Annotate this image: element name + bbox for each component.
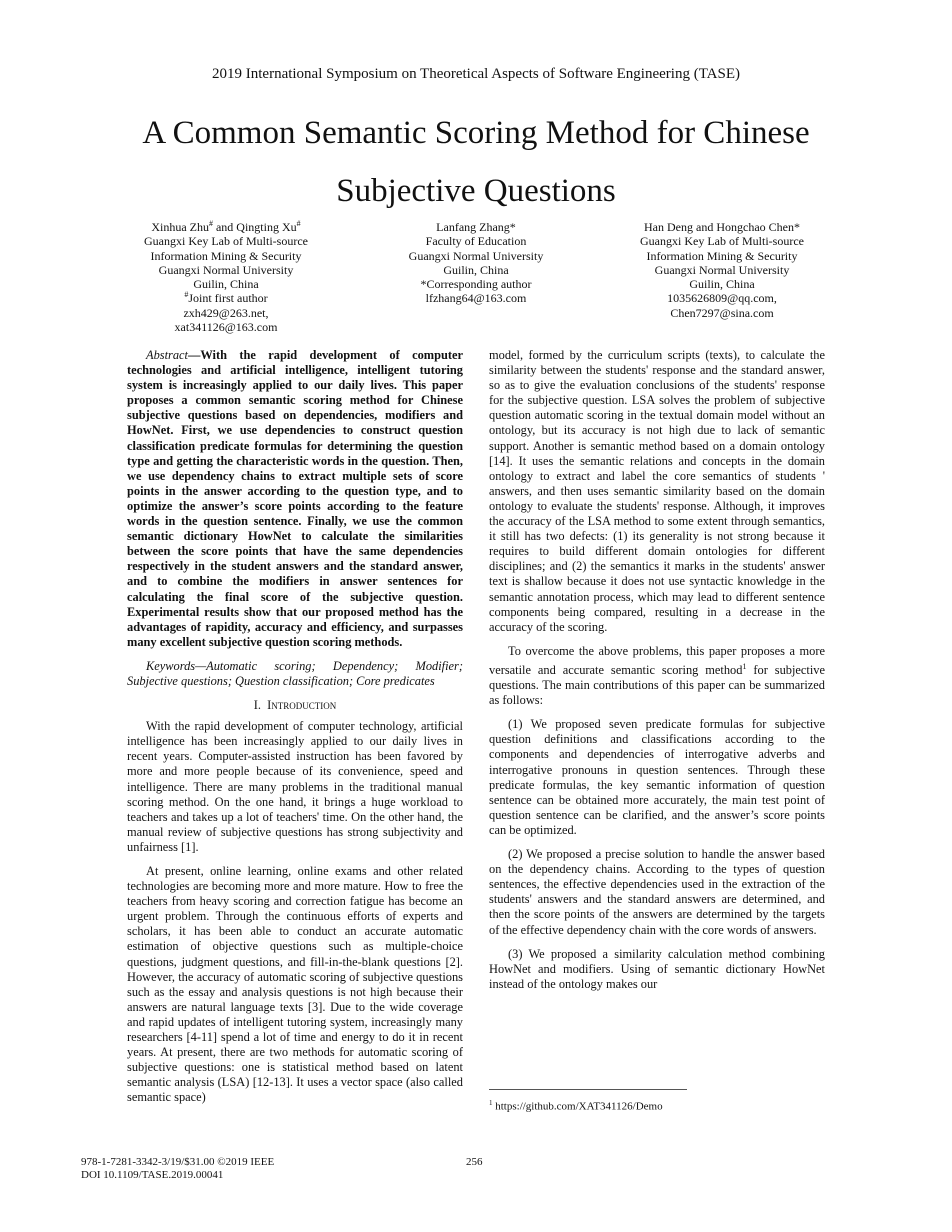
- body-paragraph: At present, online learning, online exams and other related technologies are becoming more and more mature. How to free the teachers from heavy scoring and correction fatigue has become an urgent problem. Through the continuous efforts of experts and scholars, it has been able to conduct an accurate automatic estimation of objective questions such as multiple-choice questions, judgment questions, and fill-in-the-blank questions [2]. However, the accuracy of automatic scoring of subjective questions such as the essay and analysis questions is not high because their answers are natural language texts [3]. Due to the wide coverage and rapid updates of intelligent tutoring system, increasingly many researchers [4-11] spend a lot of time and energy to do it in recent years. At present, there are two methods for automatic scoring of subjective questions: one is statistical method based on latent semantic analysis (LSA) [12-13]. It uses a vector space (also called semantic space): [127, 864, 463, 1105]
- abstract-label: Abstract: [146, 348, 188, 362]
- paragraph-text: for subjective questions. The main contributions of this paper can be summarized as follows:: [489, 663, 826, 708]
- footnote-number: 1: [489, 1099, 493, 1107]
- author-affiliation: Information Mining & Security: [646, 248, 798, 263]
- footer-publication-info: [81, 1156, 274, 1181]
- contribution-item: (1) We proposed seven predicate formulas for subjective question definitions and classifications according to the components and dependencies of interrogative adverbs and interrogative pronouns in question sentences. Through these predicate formulas, the key semantic information of question sentence can be obtained more accurately, the main test point of question sentence can be clarified, and the answer’s score points can be optimized.: [489, 717, 825, 837]
- author-affiliation: Faculty of Education: [425, 234, 527, 249]
- author-affiliation: Guangxi Key Lab of Multi-source: [144, 234, 308, 249]
- author-note: #Joint first author: [184, 290, 268, 306]
- section-title: Introduction: [267, 698, 337, 713]
- right-column: [489, 348, 825, 1001]
- title-line-1: A Common Semantic Scoring Method for Chinese: [142, 115, 810, 151]
- footnote-mark: 1: [742, 661, 747, 671]
- page-number: 256: [466, 1156, 483, 1168]
- author-email: zxh429@263.net,: [183, 305, 269, 320]
- section-number: I.: [253, 698, 261, 713]
- author-location: Guilin, China: [689, 277, 755, 292]
- footer-doi: DOI 10.1109/TASE.2019.00041: [81, 1168, 224, 1181]
- paper-title: [60, 104, 892, 220]
- contribution-item: (2) We proposed a precise solution to handle the answer based on the dependency chains. According to the types of question sentences, the effective dependencies used in the extraction of the students' answers and the standard answers are determined, and then the score points of the answers are determined by the targets of the effective dependency chain with the core words of answers.: [489, 847, 825, 937]
- author-affiliation: Guangxi Normal University: [654, 262, 790, 277]
- abstract-text: With the rapid development of computer technologies and artificial intelligence, intelligent tutoring system is increasingly applied to our daily lives. This paper proposes a common semantic scoring method for Chinese subjective questions based on dependencies, modifiers and HowNet. First, we use dependencies to construct question classification predicate formulas for determining the question type and getting the characteristic words in the question. Then, we use dependency chains to extract multiple sets of score points in the answer according to the question type, and to optimize the answer’s score points according to the feature words in the question sentence. Finally, we use the common semantic dictionary HowNet to calculate the similarities between the score points that have the same dependencies respectively in the student answers and the standard answer, and to combine the modifiers in answer sentences for calculating the final score of the subjective question. Experimental results show that our proposed method has the advantages of rapidity, accuracy and efficiency, and surpasses many excellent subjective question scoring methods.: [127, 348, 463, 649]
- body-paragraph: With the rapid development of computer technology, artificial intelligence has been increasingly applied to our daily lives in recent years. Computer-assisted instruction has been favored by more and more people because of its convenience, speed and intelligence. There are many problems in the traditional manual scoring method. On the one hand, it brings a huge workload to teachers and takes up a lot of teachers' time. On the other hand, the manual review of subjective questions has strong subjectivity and unfairness [1].: [127, 719, 463, 854]
- keywords-text: Automatic scoring; Dependency; Modifier; Subjective questions; Question classification; Core predicates: [127, 658, 463, 688]
- footer-isbn: 978-1-7281-3342-3/19/$31.00 ©2019 IEEE: [81, 1156, 275, 1168]
- author-location: Guilin, China: [443, 262, 509, 277]
- body-paragraph: model, formed by the curriculum scripts (texts), to calculate the similarity between the students' response and the standard answer, so as to give the evaluation conclusions of the students' response for the subjective question. LSA solves the problem of subjective question automatic scoring in the textual domain model without an ontology, but its accuracy is not high due to lack of semantic support. Another is semantic method based on a domain ontology [14]. It uses the semantic relations and concepts in the domain ontology to extract and label the core semantics of students ' answers, and then uses semantic similarity based on the domain ontology to evaluate the students' response. Although, it improves the accuracy of the LSA method to some extent through semantics, it still has two defects: (1) its generality is not strong because it requires to build different domain ontologies for different disciplines; and (2) the semantics it marks in the students' answer text is shallow because it does not use syntactic knowledge in the semantic annotation process, which may lead to different sentence components being compared, resulting in a decrease in the accuracy of the scoring.: [489, 348, 825, 634]
- author-affiliation: Guangxi Normal University: [158, 262, 294, 277]
- footnote-divider: [489, 1089, 687, 1090]
- author-block-3: [602, 220, 842, 320]
- author-affiliation: Guangxi Key Lab of Multi-source: [640, 234, 804, 249]
- paragraph-text: To overcome the above problems, this paper proposes a more versatile and accurate semantic scoring method: [489, 643, 825, 677]
- author-location: Guilin, China: [193, 277, 259, 292]
- footnote-link[interactable]: https://github.com/XAT341126/Demo: [495, 1100, 663, 1113]
- author-names: Han Deng and Hongchao Chen*: [644, 220, 800, 234]
- footnote: [489, 1099, 663, 1113]
- author-block-1: [106, 220, 346, 334]
- author-affiliation: Guangxi Normal University: [408, 248, 544, 263]
- contribution-item: (3) We proposed a similarity calculation method combining HowNet and modifiers. Using of semantic dictionary HowNet instead of the ontology makes our: [489, 946, 825, 991]
- author-email: xat341126@163.com: [174, 320, 278, 335]
- author-names: Lanfang Zhang*: [436, 220, 516, 234]
- title-line-2: Subjective Questions: [336, 173, 616, 209]
- left-column: [127, 348, 463, 1115]
- keywords: Keywords—Automatic scoring; Dependency; Modifier; Subjective questions; Question classification; Core predicates: [127, 658, 463, 688]
- author-names: Xinhua Zhu# and Qingting Xu#: [151, 219, 301, 234]
- abstract: Abstract—With the rapid development of computer technologies and artificial intelligence, intelligent tutoring system is increasingly applied to our daily lives. This paper proposes a common semantic scoring method for Chinese subjective questions based on dependencies, modifiers and HowNet. First, we use dependencies to construct question classification predicate formulas for determining the question type and getting the characteristic words in the question. Then, we use dependency chains to extract multiple sets of score points in the answer according to the question type, and to optimize the answer’s score points according to the feature words in the question sentence. Finally, we use the common semantic dictionary HowNet to calculate the similarities between the score points that have the same dependencies respectively in the student answers and the standard answer, and to combine the modifiers in answer sentences for calculating the final score of the subjective question. Experimental results show that our proposed method has the advantages of rapidity, accuracy and efficiency, and surpasses many excellent subjective question scoring methods.: [127, 348, 463, 649]
- author-affiliation: Information Mining & Security: [150, 248, 302, 263]
- conference-header: 2019 International Symposium on Theoretical Aspects of Software Engineering (TASE): [212, 66, 740, 82]
- author-note: *Corresponding author: [420, 277, 532, 292]
- body-paragraph: [489, 644, 825, 709]
- author-email: 1035626809@qq.com,: [667, 291, 777, 306]
- author-email: Chen7297@sina.com: [670, 305, 774, 320]
- section-heading: [127, 698, 463, 713]
- author-block-2: [356, 220, 596, 306]
- keywords-label: Keywords: [146, 658, 196, 673]
- author-email: lfzhang64@163.com: [425, 291, 527, 306]
